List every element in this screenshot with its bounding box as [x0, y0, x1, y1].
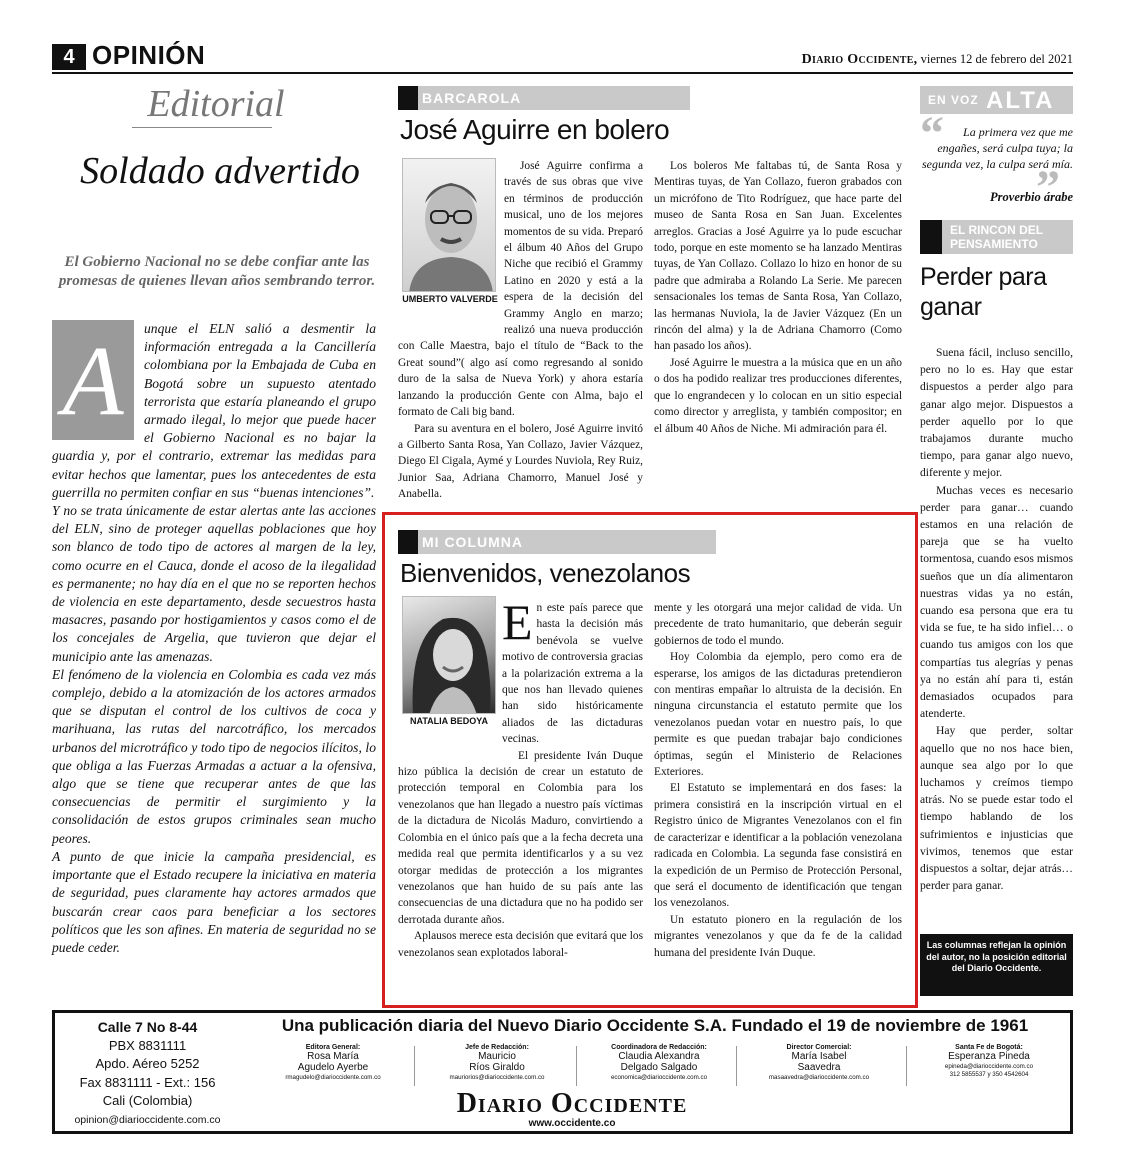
portrait-woman-icon — [403, 597, 496, 714]
barcarola-kicker — [398, 86, 690, 110]
contact-address: Calle 7 No 8-44 — [97, 1019, 198, 1035]
article-paragraph: Suena fácil, incluso sencillo, pero no lo es. Hay que estar dispuestos a perder algo para ganar algo mejor. Dispuestos a perder aquello por lo que trabajamos durante mucho tiempo, para ganar algo nuevo, diferente y mejor. — [920, 346, 1073, 480]
article-dropcap: E — [502, 594, 533, 650]
staff-email: epineda@diarioccidente.com.co — [944, 1063, 1034, 1070]
author-name: UMBERTO VALVERDE — [402, 294, 498, 304]
staff-name: Ríos Giraldo — [469, 1062, 525, 1073]
footer-headline: Una publicación diaria del Nuevo Diario Occidente S.A. Fundado el 19 de noviembre de 1961 — [281, 1016, 1029, 1035]
footer-url[interactable]: www.occidente.co — [528, 1118, 616, 1129]
editorial-paragraph: El fenómeno de la violencia en Colombia es cada vez más complejo, debido a la atomización de los actores armados que se disputan el control de los cultivos de coca y marihuana, las rutas del narcotráfico, los mercados urbanos del microtráfico y todo tipo de negocios ilícitos, lo que obliga a las Fuerzas Armadas a actuar a la ofensiva, algo que se tiene que recuperar antes de que las consecuencias de permitir el surgimiento y la consolidación de estos grupos criminales sean mucho peores. — [52, 666, 376, 846]
contact-city: Cali (Colombia) — [102, 1093, 193, 1109]
staff-phone: 312 5855537 y 350 4542604 — [949, 1071, 1029, 1078]
staff-name: Delgado Salgado — [620, 1062, 698, 1073]
staff-editora — [250, 1044, 416, 1081]
staff-name: Agudelo Ayerbe — [297, 1062, 369, 1073]
rincon-title: Perder para ganar — [920, 263, 1047, 321]
staff-name: Mauricio — [478, 1051, 516, 1062]
portrait-man-icon — [403, 159, 496, 292]
staff-role: Jefe de Redacción: — [465, 1044, 529, 1051]
kicker-marker — [398, 86, 418, 110]
mi-columna-column-2 — [654, 600, 902, 961]
contact-pbx: PBX 8831111 — [108, 1037, 187, 1053]
alta-label: ALTA — [986, 87, 1055, 114]
contact-apdo: Apdo. Aéreo 5252 — [95, 1056, 200, 1072]
article-paragraph: Para su aventura en el bolero, José Aguirre invitó a Gilberto Santa Rosa, Yan Collazo, Javier Vázquez, Diego El Cigala, Aymé y Lourdes Nuviola, Rey Ruiz, Junior Saa, Adriana Chamorro, Manuel José y Anabella. — [398, 422, 643, 501]
article-paragraph: Muchas veces es necesario perder para ganar… cuando estamos en una relación de pareja que se ha vuelto tormentosa, cuando esos mismos sueños que un día alimentaron nuestras vidas ya no están, cuando esa persona que era tu vida se fue, te ha sido infiel… o cuando tus amigos con los que compartías tus alegrías y penas ya no están ahí para ti, están demasiados ocupados para atenderte. — [920, 483, 1073, 721]
article-paragraph: mente y les otorgará una mejor calidad de vida. Un precedente de trato humanitario, que deberán seguir gobiernos de todo el mundo. — [654, 602, 902, 647]
rincon-body — [920, 344, 1073, 895]
editorial-paragraph: unque el ELN salió a desmentir la información entregada a la Cancillería colombiana por la Embajada de Cuba en Bogotá sobre un supuesto atentado terrorista que estaría planeando el grupo armado ilegal, lo mejor que puede hacer el Gobierno Nacional es no bajar la guardia y, por el contrario, extremar las medidas para evitar hechos que lamentar, pues los antecedentes de esta guerrilla no permiten confiar en sus “buenas intenciones”. — [52, 321, 376, 500]
quote-author: Proverbio árabe — [990, 190, 1073, 204]
staff-email: economica@diarioccidente.com.co — [610, 1074, 708, 1081]
editorial-title: Soldado advertido — [80, 150, 360, 192]
article-paragraph: Aplausos merece esta decisión que evitará que los venezolanos sean explotados laboral- — [398, 930, 643, 959]
staff-role: Editora General: — [305, 1044, 361, 1051]
mi-columna-title: Bienvenidos, venezolanos — [400, 558, 691, 588]
article-paragraph: El presidente Iván Duque hizo pública la decisión de crear un estatuto de protección temporal en Colombia para los venezolanos que han llegado a nuestro país víctimas de la dictadura de Nicolás Maduro, convirtiendo a Colombia en el único país que a la fecha decreta una medida real que permita identificarlos y a su vez otorgar medidas de protección a los migrantes venezolanos que han huido de su país ante las consecuencias de una dictadura que no ha podido ser derrotada durante años. — [398, 749, 643, 926]
quote-text: La primera vez que me engañes, será culpa tuya; la segunda vez, la culpa será mía. — [922, 125, 1073, 171]
staff-email: rmagudelo@diarioccidente.com.co — [285, 1074, 381, 1081]
staff-bogota — [906, 1044, 1072, 1078]
staff-name: Claudia Alexandra — [618, 1051, 700, 1062]
staff-name: Saavedra — [797, 1062, 841, 1073]
footer-logo: Diario Occidente — [456, 1088, 688, 1119]
kicker-label: BARCAROLA — [422, 90, 522, 106]
section-title: OPINIÓN — [92, 40, 206, 70]
barcarola-title: José Aguirre en bolero — [400, 114, 670, 145]
author-photo — [402, 158, 496, 292]
author-photo — [402, 596, 496, 714]
disclaimer-note: Las columnas reflejan la opinión del autor, no la posición editorial del Diario Occidente. — [920, 934, 1073, 996]
staff-name: Esperanza Pineda — [948, 1051, 1030, 1062]
close-quote-icon: ” — [1036, 161, 1060, 214]
editorial-label: Editorial — [147, 83, 285, 125]
article-paragraph: Un estatuto pionero en la regulación de los migrantes venezolanos y que da fe de la calidad humana del presidente Iván Duque. — [654, 913, 902, 959]
editorial-paragraph: Y no se trata únicamente de estar alertas ante las acciones del ELN, sino de proteger aquellas poblaciones que hoy son blanco de todo tipo de actores al margen de la ley, como ocurre en el Cauca, donde el acoso de la ilegalidad es permanente; no hay día en el que no se reporten hechos de violencia en este departamento, desde secuestros hasta masacres, pasando por hostigamientos y casos como el de los concejales de Argelia, que tuvieron que dejar el municipio ante las amenazas. — [52, 503, 376, 664]
author-name: NATALIA BEDOYA — [409, 716, 488, 726]
barcarola-column-2 — [654, 158, 902, 437]
contact-email: opinion@diarioccidente.com.co — [74, 1113, 221, 1126]
kicker-label: MI COLUMNA — [422, 534, 523, 550]
editorial-dropcap: A — [52, 320, 134, 440]
editorial-divider — [132, 127, 272, 128]
kicker-label: EL RINCON DEL PENSAMIENTO — [950, 223, 1043, 251]
staff-name: Rosa María — [307, 1051, 359, 1062]
staff-email: masaavedra@diarioccidente.com.co — [768, 1074, 870, 1081]
staff-role: Director Comercial: — [786, 1044, 852, 1051]
article-paragraph: José Aguirre confirma a través de sus obras que vive en términos de producción musical, uno de los mejores momentos de su vida. Preparó el álbum 40 Años del Grupo Niche que recibió el Grammy Latino en 2020 y está a la espera de la decisión del Grammy Anglo en marzo; realizó una nueva producción con Calle Maestra, bajo el título de “Back to the Great sound”( algo así como regresando al sonido duro de la salsa de Nueva York) y ahora estaría lanzando la producción Gente con Alma, bajo el formato de Cali big band. — [398, 160, 643, 419]
staff-name: María Isabel — [791, 1051, 847, 1062]
staff-coordinadora — [576, 1044, 742, 1081]
page-number: 4 — [52, 44, 86, 70]
article-paragraph: Hoy Colombia da ejemplo, pero como era de esperarse, los amigos de las dictaduras pretendieron con mentiras empañar lo altruista de la decisión. En ninguna circunstancia el estatuto permite que los venezolanos puedan votar en nuestro país, lo que permite es que puedan trabajar bajo condiciones óptimas, según el Ministerio de Relaciones Exteriores. — [654, 651, 902, 779]
masthead-brand-date — [802, 52, 1073, 68]
brand-name: Diario Occidente, — [801, 52, 918, 67]
staff-comercial — [736, 1044, 902, 1081]
contact-block — [60, 1018, 235, 1130]
contact-fax: Fax 8831111 - Ext.: 156 — [79, 1074, 216, 1090]
article-paragraph: José Aguirre le muestra a la música que en un año o dos ha podido realizar tres producciones diferentes, que lo engrandecen y lo colocan en un sitio especial como director y arreglista, y también compositor; en el álbum 40 Años de Niche. Mi admiración para él. — [654, 356, 902, 435]
staff-email: mauriorios@diarioccidente.com.co — [449, 1074, 545, 1081]
editorial-paragraph: A punto de que inicie la campaña presidencial, es importante que el Estado recupere la iniciativa en materia de seguridad, pues claramente hay actores armados que buscarán crear caos para beneficiar a los sectores políticos que les son afines. En materia de seguridad no se puede ceder. — [52, 848, 376, 955]
open-quote-icon: “ — [920, 107, 944, 160]
article-paragraph: Hay que perder, soltar aquello que no nos hace bien, aunque sea algo por lo que luchamos y creímos tiempo atrás. No se puede estar todo el tiempo hablando de los sufrimientos e injusticias que vivimos, tenemos que estar dispuestos a soltar, dejar atrás… perder para ganar. — [920, 724, 1073, 893]
article-paragraph: Los boleros Me faltabas tú, de Santa Rosa y Mentiras tuyas, de Yan Collazo, fueron grabados con un micrófono de Tito Rodríguez, que hace parte del museo de Santa Rosa en San Juan. Excelentes arreglos. Gracias a José Aguirre ya lo pude escuchar todo, porque en este momento se ha lanzado Mentiras tuyas, de Yan Collazo. Collazo lo hizo en honor de su padre que admiraba a Rolando La Serie. Me parecen sensacionales los temas de Santa Rosa, Yan Collazo, las hermanas Nuviola, la de Javier Vázquez (En un rincón del alma) y la de Adriana Chamorro (Como han pasado los años). — [654, 160, 902, 353]
staff-jefe — [414, 1044, 580, 1081]
article-paragraph-text: n este país parece que hasta la decisión más benévola se vuelve motivo de controversia gracias a la polarización extrema a la que nos han llevado quienes han sido históricamente aliados de las dictaduras vecinas. — [502, 602, 643, 746]
rincon-kicker — [920, 220, 1073, 254]
staff-role: Coordinadora de Redacción: — [611, 1044, 707, 1051]
article-paragraph: El Estatuto se implementará en dos fases: la primera consistirá en la inscripción virtual en el Registro único de Migrantes Venezolanos con el fin de caracterizar e identificar a la población venezolana radicada en Colombia. La segunda fase consistirá en la expedición de un Permiso de Protección Personal, que será el documento de identificación que tengan los venezolanos. — [654, 782, 902, 910]
editorial-subtitle: El Gobierno Nacional no se debe confiar ante las promesas de quienes llevan años sembrando terror. — [58, 254, 376, 289]
issue-date: viernes 12 de febrero del 2021 — [920, 52, 1073, 66]
kicker-marker — [920, 220, 942, 254]
kicker-marker — [398, 530, 418, 554]
staff-role: Santa Fe de Bogotá: — [955, 1044, 1023, 1051]
mi-columna-kicker — [398, 530, 716, 554]
en-voz-label: EN VOZ — [928, 93, 979, 107]
header-rule — [52, 72, 1073, 74]
